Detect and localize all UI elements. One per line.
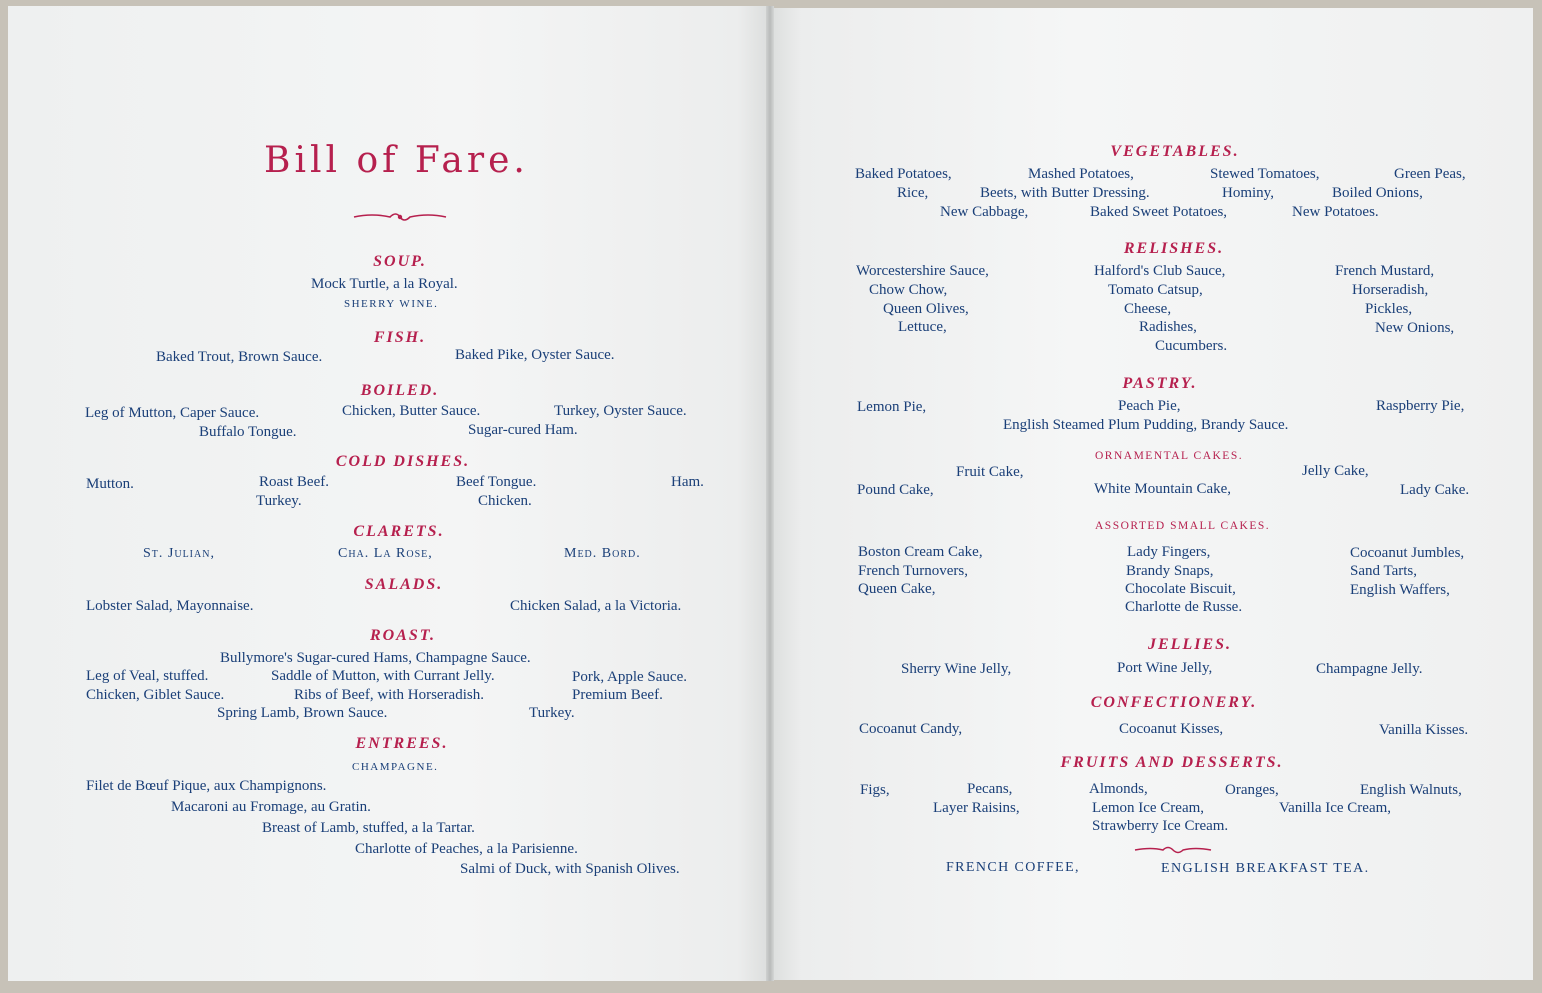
relish-item: New Onions, — [1375, 320, 1455, 336]
fruit-dessert-item: Layer Raisins, — [933, 800, 1020, 816]
claret-item: St. Julian, — [143, 546, 215, 561]
salad-item: Chicken Salad, a la Victoria. — [510, 598, 682, 614]
boiled-item: Buffalo Tongue. — [199, 424, 297, 440]
fruits-desserts-heading: FRUITS AND DESSERTS. — [1060, 754, 1284, 771]
ornamental-cake-item: Pound Cake, — [857, 482, 934, 498]
boiled-item: Chicken, Butter Sauce. — [342, 403, 481, 419]
salads-heading: SALADS. — [364, 576, 444, 593]
confectionery-item: Vanilla Kisses. — [1379, 722, 1469, 738]
fish-heading: FISH. — [373, 329, 427, 346]
drinks-flourish-ornament — [1133, 844, 1213, 856]
pastry-item: Raspberry Pie, — [1376, 398, 1465, 414]
relish-item: Cheese, — [1124, 301, 1172, 317]
center-fold — [766, 6, 774, 981]
small-cake-item: Cocoanut Jumbles, — [1350, 545, 1465, 561]
ornamental-cake-item: Fruit Cake, — [956, 464, 1024, 480]
drink-item: ENGLISH BREAKFAST TEA. — [1161, 861, 1370, 876]
ornamental-cakes-heading: ORNAMENTAL CAKES. — [1095, 450, 1244, 462]
drink-item: FRENCH COFFEE, — [946, 860, 1080, 875]
cold-dishes-heading: COLD DISHES. — [335, 453, 471, 470]
entree-item: Filet de Bœuf Pique, aux Champignons. — [86, 778, 327, 794]
small-cake-item: Boston Cream Cake, — [858, 544, 983, 560]
small-cakes-heading: ASSORTED SMALL CAKES. — [1095, 520, 1271, 532]
boiled-item: Sugar-cured Ham. — [468, 422, 578, 438]
vegetable-item: New Potatoes. — [1292, 204, 1379, 220]
vegetable-item: Beets, with Butter Dressing. — [980, 185, 1150, 201]
pastry-item: Peach Pie, — [1118, 398, 1181, 414]
page-title: Bill of Fare. — [264, 140, 529, 181]
fish-item: Baked Trout, Brown Sauce. — [156, 349, 323, 365]
cold-dish-item: Beef Tongue. — [456, 474, 537, 490]
entree-item: Macaroni au Fromage, au Gratin. — [171, 799, 371, 815]
roast-item: Bullymore's Sugar-cured Hams, Champagne Sauce. — [220, 650, 531, 666]
fruit-dessert-item: Oranges, — [1225, 782, 1279, 798]
small-cake-item: Lady Fingers, — [1127, 544, 1211, 560]
roast-item: Chicken, Giblet Sauce. — [86, 687, 225, 703]
ornamental-cake-item: Jelly Cake, — [1302, 463, 1369, 479]
cold-dish-item: Roast Beef. — [259, 474, 329, 490]
roast-heading: ROAST. — [369, 627, 437, 644]
confectionery-item: Cocoanut Kisses, — [1119, 721, 1224, 737]
jelly-item: Champagne Jelly. — [1316, 661, 1423, 677]
relish-item: Tomato Catsup, — [1108, 282, 1203, 298]
roast-item: Spring Lamb, Brown Sauce. — [217, 705, 388, 721]
boiled-heading: BOILED. — [360, 382, 440, 399]
title-flourish-ornament — [352, 209, 448, 225]
soup-heading: SOUP. — [373, 253, 427, 270]
fruit-dessert-item: Lemon Ice Cream, — [1092, 800, 1205, 816]
vegetable-item: Baked Potatoes, — [855, 166, 952, 182]
fruit-dessert-item: Strawberry Ice Cream. — [1092, 818, 1229, 834]
small-cake-item: Chocolate Biscuit, — [1125, 581, 1236, 597]
fruit-dessert-item: English Walnuts, — [1360, 782, 1462, 798]
relish-item: Pickles, — [1365, 301, 1413, 317]
relish-item: Chow Chow, — [869, 282, 948, 298]
claret-item: Med. Bord. — [564, 546, 641, 561]
small-cake-item: English Waffers, — [1350, 582, 1450, 598]
vegetable-item: Mashed Potatoes, — [1028, 166, 1134, 182]
roast-item: Leg of Veal, stuffed. — [86, 668, 209, 684]
relish-item: Worcestershire Sauce, — [856, 263, 989, 279]
pastry-item: English Steamed Plum Pudding, Brandy Sauce. — [1003, 417, 1289, 433]
fruit-dessert-item: Pecans, — [967, 781, 1013, 797]
relish-item: Queen Olives, — [883, 301, 969, 317]
pastry-heading: PASTRY. — [1122, 375, 1198, 392]
claret-item: Cha. La Rose, — [338, 546, 433, 561]
fish-item: Baked Pike, Oyster Sauce. — [455, 347, 615, 363]
cold-dish-item: Turkey. — [256, 493, 302, 509]
vegetable-item: Rice, — [897, 185, 929, 201]
pastry-item: Lemon Pie, — [857, 399, 927, 415]
relish-item: Cucumbers. — [1155, 338, 1228, 354]
cold-dish-item: Ham. — [671, 474, 704, 490]
clarets-heading: CLARETS. — [353, 523, 445, 540]
entree-item: Charlotte of Peaches, a la Parisienne. — [355, 841, 578, 857]
roast-item: Saddle of Mutton, with Currant Jelly. — [271, 668, 495, 684]
relish-item: Radishes, — [1139, 319, 1197, 335]
fruit-dessert-item: Figs, — [860, 782, 890, 798]
cold-dish-item: Mutton. — [86, 476, 134, 492]
boiled-item: Turkey, Oyster Sauce. — [554, 403, 687, 419]
vegetable-item: Stewed Tomatoes, — [1210, 166, 1320, 182]
jelly-item: Sherry Wine Jelly, — [901, 661, 1012, 677]
roast-item: Turkey. — [529, 705, 575, 721]
relish-item: French Mustard, — [1335, 263, 1435, 279]
fruit-dessert-item: Almonds, — [1089, 781, 1148, 797]
ornamental-cake-item: White Mountain Cake, — [1094, 481, 1232, 497]
small-cake-item: French Turnovers, — [858, 563, 969, 579]
relish-item: Halford's Club Sauce, — [1094, 263, 1226, 279]
jellies-heading: JELLIES. — [1147, 636, 1233, 653]
soup-item: Mock Turtle, a la Royal. — [311, 276, 458, 292]
vegetable-item: Boiled Onions, — [1332, 185, 1423, 201]
entree-item: Salmi of Duck, with Spanish Olives. — [460, 861, 680, 877]
relish-item: Horseradish, — [1352, 282, 1429, 298]
cold-dish-item: Chicken. — [478, 493, 532, 509]
entree-item: Breast of Lamb, stuffed, a la Tartar. — [262, 820, 475, 836]
salad-item: Lobster Salad, Mayonnaise. — [86, 598, 254, 614]
fruit-dessert-item: Vanilla Ice Cream, — [1279, 800, 1392, 816]
confectionery-heading: CONFECTIONERY. — [1090, 694, 1258, 711]
boiled-item: Leg of Mutton, Caper Sauce. — [85, 405, 260, 421]
roast-item: Ribs of Beef, with Horseradish. — [294, 687, 484, 703]
confectionery-item: Cocoanut Candy, — [859, 721, 963, 737]
small-cake-item: Brandy Snaps, — [1126, 563, 1214, 579]
vegetable-item: Hominy, — [1222, 185, 1274, 201]
soup-wine: SHERRY WINE. — [344, 298, 439, 310]
small-cake-item: Queen Cake, — [858, 581, 936, 597]
vegetables-heading: VEGETABLES. — [1110, 143, 1240, 160]
vegetable-item: Green Peas, — [1394, 166, 1466, 182]
roast-item: Premium Beef. — [572, 687, 663, 703]
vegetable-item: Baked Sweet Potatoes, — [1090, 204, 1228, 220]
roast-item: Pork, Apple Sauce. — [572, 669, 687, 685]
entrees-heading: ENTREES. — [355, 735, 449, 752]
small-cake-item: Charlotte de Russe. — [1125, 599, 1243, 615]
relishes-heading: RELISHES. — [1123, 240, 1225, 257]
small-cake-item: Sand Tarts, — [1350, 563, 1418, 579]
ornamental-cake-item: Lady Cake. — [1400, 482, 1470, 498]
vegetable-item: New Cabbage, — [940, 204, 1029, 220]
entrees-wine: CHAMPAGNE. — [352, 761, 439, 773]
jelly-item: Port Wine Jelly, — [1117, 660, 1213, 676]
relish-item: Lettuce, — [898, 319, 947, 335]
